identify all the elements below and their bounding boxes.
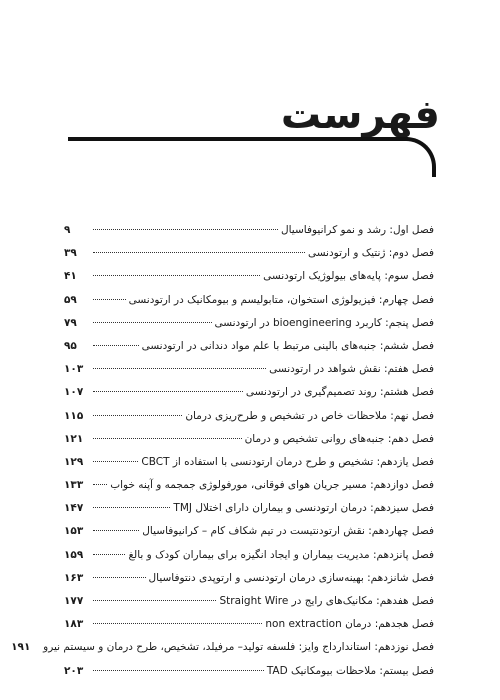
dot-leader xyxy=(93,322,212,323)
toc-entry-label: فصل هفدهم: مکانیک‌های رایج در Straight Wire xyxy=(219,595,434,607)
toc-entry[interactable] xyxy=(64,572,434,595)
dot-leader xyxy=(93,275,260,276)
table-of-contents xyxy=(11,224,434,688)
toc-entry-label: فصل هشتم: روند تصمیم‌گیری در ارتودنسی xyxy=(245,386,434,399)
toc-entry-page: ۱۴۷ xyxy=(64,502,84,515)
toc-entry-label: فصل چهاردهم: نقش ارتودنتیست در تیم شکاف کام – کرانیوفاسیال xyxy=(142,525,434,538)
toc-entry-label: فصل سوم: پایه‌های بیولوژیک ارتودنسی xyxy=(263,270,434,283)
toc-entry[interactable] xyxy=(64,340,434,363)
toc-entry-label: فصل دوازدهم: مسیر جریان هوای فوقانی، مورفولوژی جمجمه و آپنه خواب xyxy=(110,479,434,492)
toc-entry-label: فصل شانزدهم: بهینه‌سازی درمان ارتودنسی و ارتوپدی دنتوفاسیال xyxy=(148,571,434,584)
dot-leader xyxy=(93,623,262,624)
toc-entry[interactable] xyxy=(64,386,434,409)
dot-leader xyxy=(93,229,278,230)
dot-leader xyxy=(93,438,242,439)
dot-leader xyxy=(93,299,126,300)
toc-entry-page: ۲۰۳ xyxy=(64,664,84,677)
dot-leader xyxy=(93,415,182,416)
dot-leader xyxy=(93,554,125,555)
toc-entry-page: ۹ xyxy=(64,224,71,236)
toc-entry-page: ۱۵۹ xyxy=(64,548,84,561)
toc-entry-label: فصل نوزدهم: استاندارداج وایز: فلسفه تولید– مرفیلد، تشخیص، طرح درمان و سیستم نیرو xyxy=(43,641,434,654)
toc-entry[interactable] xyxy=(64,224,434,247)
toc-entry-label: فصل اول: رشد و نمو کرانیوفاسیال xyxy=(280,224,434,236)
toc-entry[interactable] xyxy=(64,363,434,386)
toc-entry-page: ۱۱۵ xyxy=(64,409,84,422)
toc-entry-label: فصل ششم: جنبه‌های بالینی مرتبط با علم مواد دندانی در ارتودنسی xyxy=(141,339,434,352)
toc-entry-page: ۹۵ xyxy=(64,339,77,352)
toc-entry[interactable] xyxy=(64,247,434,270)
toc-entry[interactable] xyxy=(64,433,434,456)
toc-entry-label: فصل دهم: جنبه‌های روانی تشخیص و درمان xyxy=(244,432,434,445)
toc-entry-page: ۱۳۳ xyxy=(64,479,84,492)
toc-entry-page: ۱۷۷ xyxy=(64,595,84,607)
dot-leader xyxy=(93,577,146,578)
dot-leader xyxy=(93,345,139,346)
toc-entry-label: فصل بیستم: ملاحظات بیومکانیک TAD xyxy=(266,664,434,677)
title-rule xyxy=(68,137,408,141)
dot-leader xyxy=(93,391,243,392)
toc-entry-page: ۴۱ xyxy=(64,270,77,283)
toc-entry-label: فصل دوم: ژنتیک و ارتودنسی xyxy=(307,247,434,260)
toc-entry[interactable] xyxy=(64,618,434,641)
toc-entry[interactable] xyxy=(64,595,434,618)
dot-leader xyxy=(93,530,139,531)
toc-entry-label: فصل پنجم: کاربرد bioengineering در ارتودنسی xyxy=(214,316,434,329)
toc-entry-page: ۵۹ xyxy=(64,293,77,306)
toc-entry[interactable] xyxy=(64,410,434,433)
toc-entry[interactable] xyxy=(64,502,434,525)
dot-leader xyxy=(93,484,107,485)
toc-entry[interactable] xyxy=(64,456,434,479)
toc-entry-page: ۳۹ xyxy=(64,247,77,260)
toc-entry-page: ۷۹ xyxy=(64,316,77,329)
dot-leader xyxy=(93,670,264,671)
toc-entry[interactable] xyxy=(11,641,434,664)
title-rule-corner xyxy=(406,137,436,177)
toc-entry-label: فصل یازدهم: تشخیص و طرح درمان ارتودنسی با استفاده از CBCT xyxy=(141,455,434,468)
toc-entry-label: فصل نهم: ملاحظات خاص در تشخیص و طرح‌ریزی درمان xyxy=(185,409,434,422)
page-title: فهرست xyxy=(280,92,440,138)
toc-entry[interactable] xyxy=(64,317,434,340)
toc-entry[interactable] xyxy=(64,665,434,688)
toc-entry-label: فصل هجدهم: درمان non extraction xyxy=(265,618,434,631)
toc-entry[interactable] xyxy=(64,479,434,502)
toc-entry-page: ۱۲۹ xyxy=(64,455,84,468)
toc-entry-label: فصل پانزدهم: مدیریت بیماران و ایجاد انگیزه برای بیماران کودک و بالغ xyxy=(128,548,434,561)
toc-entry-label: فصل چهارم: فیزیولوژی استخوان، متابولیسم و بیومکانیک در ارتودنسی xyxy=(128,293,434,306)
dot-leader xyxy=(93,368,266,369)
toc-entry-page: ۱۲۱ xyxy=(64,432,84,445)
toc-entry-page: ۱۰۳ xyxy=(64,363,84,376)
toc-entry-label: فصل سیزدهم: درمان ارتودنسی و بیماران دارای اختلال TMJ xyxy=(173,502,434,515)
dot-leader xyxy=(93,252,305,253)
dot-leader xyxy=(93,507,170,508)
toc-entry-page: ۱۵۳ xyxy=(64,525,84,538)
toc-entry[interactable] xyxy=(64,270,434,293)
toc-entry-page: ۱۶۳ xyxy=(64,571,84,584)
toc-entry-page: ۱۰۷ xyxy=(64,386,84,399)
toc-entry-label: فصل هفتم: نقش شواهد در ارتودنسی xyxy=(269,363,434,376)
dot-leader xyxy=(93,600,216,601)
toc-entry[interactable] xyxy=(64,294,434,317)
toc-entry[interactable] xyxy=(64,549,434,572)
dot-leader xyxy=(93,461,138,462)
toc-entry-page: ۱۹۱ xyxy=(11,641,31,654)
toc-entry-page: ۱۸۳ xyxy=(64,618,84,631)
toc-entry[interactable] xyxy=(64,525,434,548)
